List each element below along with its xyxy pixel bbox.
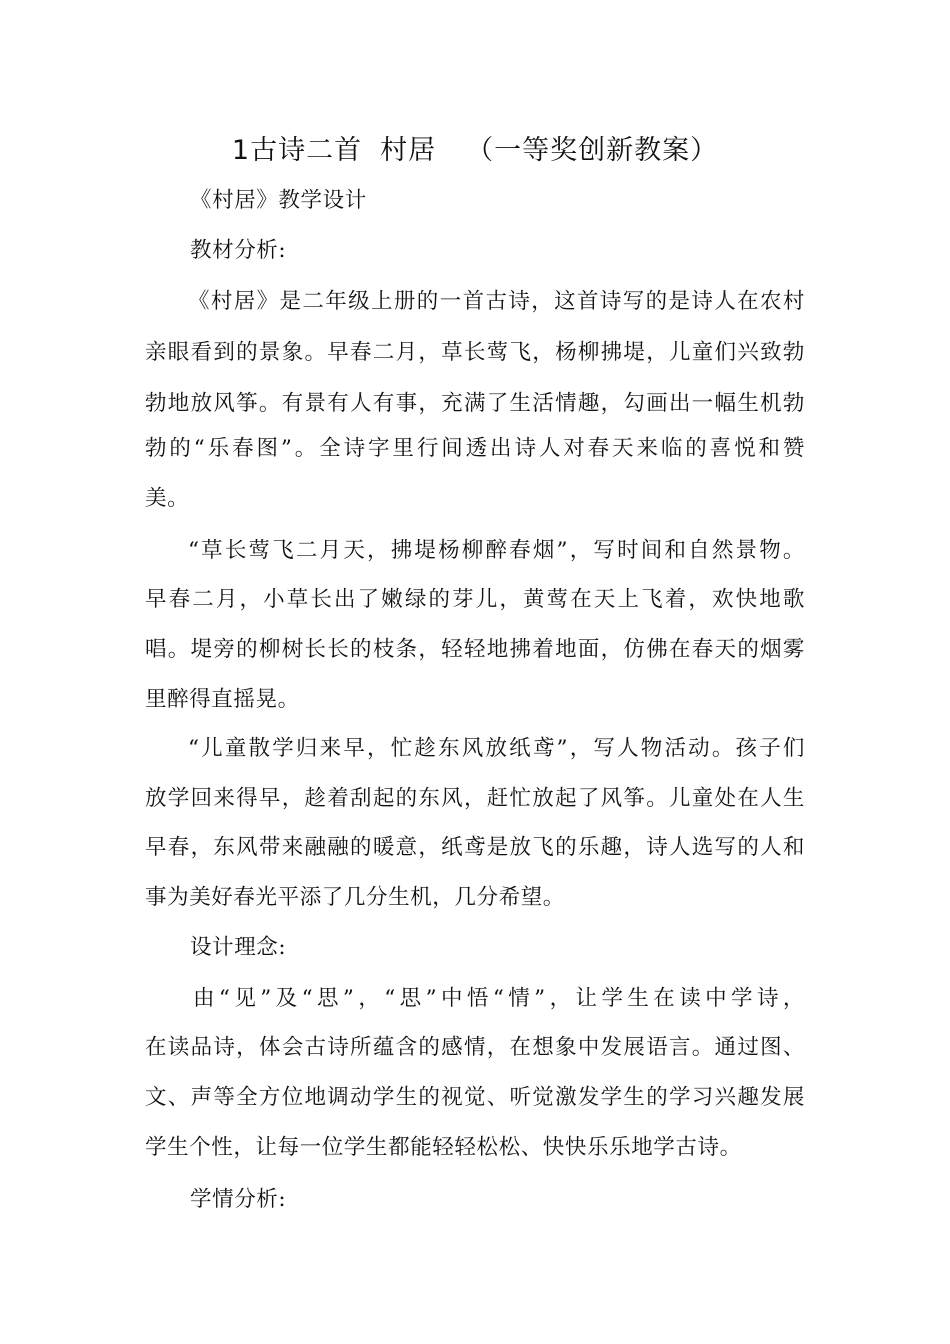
design-subtitle: 《村居》教学设计: [190, 188, 367, 213]
paragraph-line: 里醉得直摇晃。: [145, 687, 300, 712]
paragraph-line: 早春，东风带来融融的暖意，纸鸢是放飞的乐趣，诗人选写的人和: [145, 835, 805, 860]
materials-heading: 教材分析:: [190, 238, 287, 263]
paragraph-line: 亲眼看到的景象。早春二月，草长莺飞，杨柳拂堤，儿童们兴致勃: [145, 340, 805, 365]
paragraph-line: “儿童散学归来早，忙趁东风放纸鸢”，写人物活动。孩子们: [188, 736, 805, 761]
paragraph-line: 唱。堤旁的柳树长长的枝条，轻轻地拂着地面，仿佛在春天的烟雾: [145, 637, 805, 662]
paragraph-line: 勃地放风筝。有景有人有事，充满了生活情趣，勾画出一幅生机勃: [145, 391, 805, 416]
page-title: [0, 133, 950, 169]
paragraph-line: 由“见”及“思”，“思”中悟“情”，让学生在读中学诗，: [193, 986, 805, 1011]
title-lesson: 1古诗二首: [231, 135, 363, 166]
paragraph-line: 事为美好春光平添了几分生机，几分希望。: [145, 885, 565, 910]
paragraph-line: 勃的“乐春图”。全诗字里行间透出诗人对春天来临的喜悦和赞: [145, 436, 805, 461]
paragraph-line: 在读品诗，体会古诗所蕴含的感情，在想象中发展语言。通过图、: [145, 1035, 805, 1060]
paragraph-line: 美。: [145, 486, 190, 511]
paragraph-line: 早春二月，小草长出了嫩绿的芽儿，黄莺在天上飞着，欢快地歌: [145, 587, 805, 612]
paragraph-line: “草长莺飞二月天，拂堤杨柳醉春烟”，写时间和自然景物。: [188, 538, 805, 563]
title-poem: 村居: [380, 135, 437, 166]
students-heading: 学情分析:: [190, 1187, 287, 1212]
concept-heading: 设计理念:: [190, 935, 287, 960]
paragraph-line: 放学回来得早，趁着刮起的东风，赶忙放起了风筝。儿童处在人生: [145, 786, 805, 811]
title-note: （一等奖创新教案）: [466, 135, 719, 166]
paragraph-line: 学生个性，让每一位学生都能轻轻松松、快快乐乐地学古诗。: [145, 1135, 742, 1160]
paragraph-line: 《村居》是二年级上册的一首古诗，这首诗写的是诗人在农村: [188, 289, 805, 314]
paragraph-line: 文、声等全方位地调动学生的视觉、听觉激发学生的学习兴趣发展: [145, 1085, 805, 1110]
